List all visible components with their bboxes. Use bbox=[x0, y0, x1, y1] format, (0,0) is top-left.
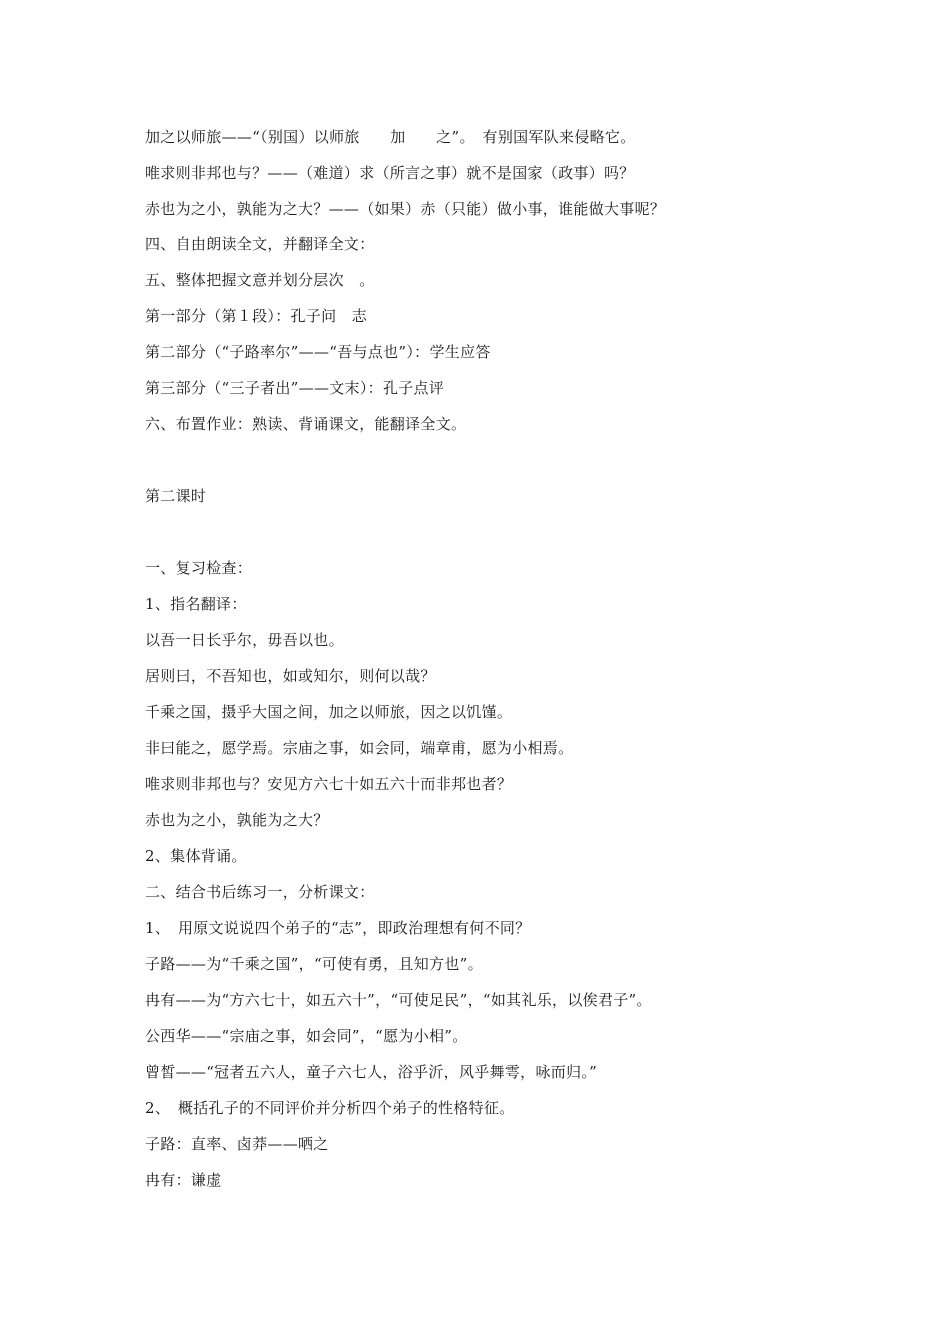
text-line: 二、结合书后练习一，分析课文： bbox=[145, 883, 375, 901]
text-line: 唯求则非邦也与？——（难道）求（所言之事）就不是国家（政事）吗？ bbox=[145, 164, 635, 182]
text-line: 唯求则非邦也与？安见方六七十如五六十而非邦也者？ bbox=[145, 775, 513, 793]
text-line: 赤也为之小，孰能为之大？ bbox=[145, 811, 329, 829]
text-line: 公西华——“宗庙之事，如会同”，“愿为小相”。 bbox=[145, 1027, 468, 1045]
text-line: 1、 用原文说说四个弟子的“志”，即政治理想有何不同？ bbox=[145, 919, 531, 937]
text-line: 赤也为之小，孰能为之大？——（如果）赤（只能）做小事，谁能做大事呢？ bbox=[145, 200, 666, 218]
text-line: 一、复习检查： bbox=[145, 559, 253, 577]
text-line: 以吾一日长乎尔，毋吾以也。 bbox=[145, 631, 344, 649]
text-line: 冉有——为“方六七十，如五六十”，“可使足民”，“如其礼乐，以俟君子”。 bbox=[145, 991, 652, 1009]
text-line: 加之以师旅——“（别国）以师旅 加 之”。 有别国军队来侵略它。 bbox=[145, 128, 636, 146]
text-line: 子路：直率、卤莽——哂之 bbox=[145, 1135, 329, 1153]
text-line: 千乘之国，摄乎大国之间，加之以师旅，因之以饥馑。 bbox=[145, 703, 513, 721]
text-line: 曾皙——“冠者五六人，童子六七人，浴乎沂，风乎舞雩，咏而归。” bbox=[145, 1063, 598, 1081]
text-line: 五、整体把握文意并划分层次 。 bbox=[145, 271, 375, 289]
text-line: 子路——为“千乘之国”，“可使有勇，且知方也”。 bbox=[145, 955, 483, 973]
text-line: 2、 概括孔子的不同评价并分析四个弟子的性格特征。 bbox=[145, 1099, 515, 1117]
text-line: 居则曰，不吾知也，如或知尔，则何以哉？ bbox=[145, 667, 436, 685]
text-line: 第二部分（“子路率尔”——“吾与点也”）：学生应答 bbox=[145, 343, 491, 361]
text-line: 第三部分（“三子者出”——文末）：孔子点评 bbox=[145, 379, 445, 397]
text-line: 六、布置作业：熟读、背诵课文，能翻译全文。 bbox=[145, 415, 467, 433]
text-line: 2、集体背诵。 bbox=[145, 847, 247, 865]
section-heading: 第二课时 bbox=[145, 487, 207, 505]
text-line: 第一部分（第１段）：孔子问 志 bbox=[145, 307, 368, 325]
text-line: 1、指名翻译： bbox=[145, 595, 247, 613]
text-line: 冉有：谦虚 bbox=[145, 1171, 222, 1189]
text-line: 四、自由朗读全文，并翻译全文： bbox=[145, 235, 375, 253]
text-line: 非曰能之，愿学焉。宗庙之事，如会同，端章甫，愿为小相焉。 bbox=[145, 739, 574, 757]
